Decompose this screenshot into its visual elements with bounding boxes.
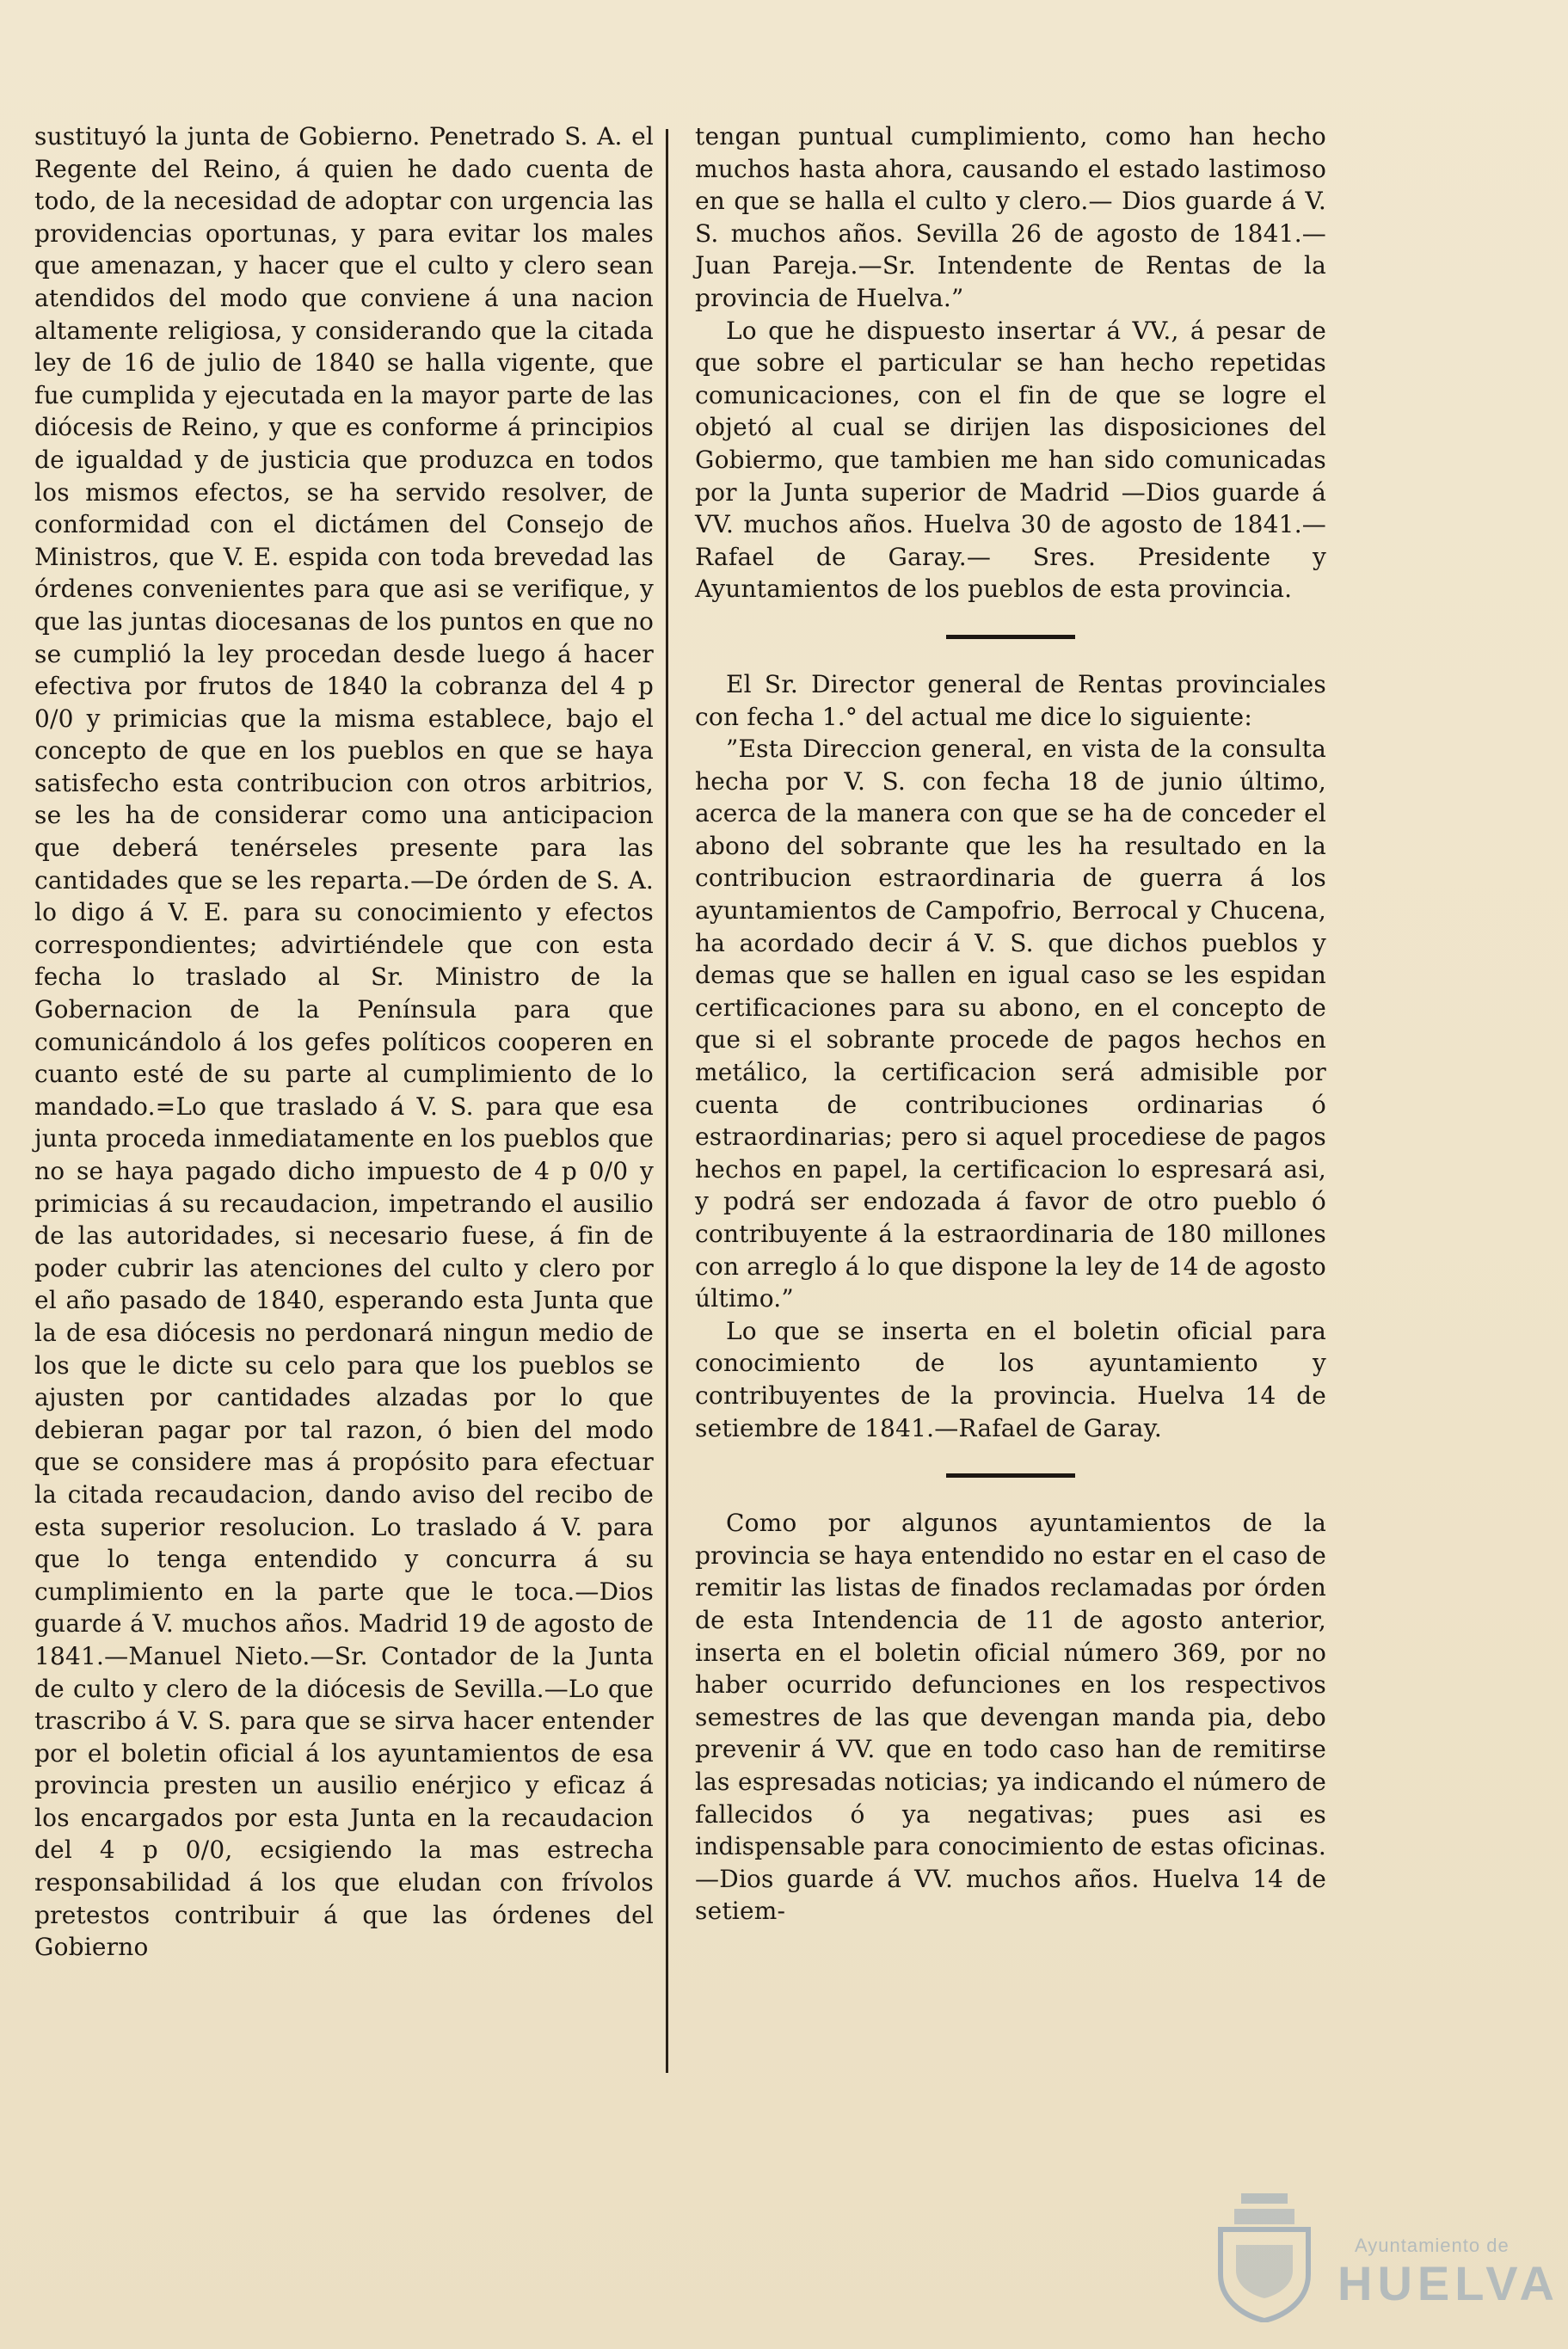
right-paragraph-continuation: tengan puntual cumplimiento, como han hecho muchos hasta ahora, causando el estado lastimoso en que se halla el culto y clero.— Dios guarde á V. S. muchos años. Sevilla 26 de agosto de 1841.—Juan Pareja.—Sr. Intendente de Rentas de la provincia de Huelva.” [695, 122, 1326, 312]
watermark-big-text: HUELVA [1337, 2256, 1559, 2310]
right-paragraph-insertion-notice: Lo que he dispuesto insertar á VV., á pesar de que sobre el particular se han hecho repetidas comunicaciones, con el fin de que se logre el objetó al cual se dirijen las disposiciones del Gobiermo, que tambien me han sido comunicadas por la Junta superior de Madrid —Dios guarde á VV. muchos años. Huelva 30 de agosto de 1841.—Rafael de Garay.— Sres. Presidente y Ayuntamientos de los pueblos de esta provincia. [695, 316, 1326, 604]
section-rule [946, 635, 1075, 639]
right-column [695, 120, 1326, 1928]
coat-of-arms-icon [1208, 2185, 1320, 2322]
column-divider [666, 129, 668, 2073]
right-paragraph-director-intro: El Sr. Director general de Rentas provinciales con fecha 1.° del actual me dice lo siguiente: [695, 669, 1326, 731]
left-column-paragraph: sustituyó la junta de Gobierno. Penetrado S. A. el Regente del Reino, á quien he dado cuenta de todo, de la necesidad de adoptar con urgencia las providencias oportunas, y para evitar los males que amenazan, y hacer que el culto y clero sean atendidos del modo que conviene á una nacion altamente religiosa, y considerando que la citada ley de 16 de julio de 1840 se halla vigente, que fue cumplida y ejecutada en la mayor parte de las diócesis de Reino, y que es conforme á principios de igualdad y de justicia que produzca en todos los mismos efectos, se ha servido resolver, de conformidad con el dictámen del Consejo de Ministros, que V. E. espida con toda brevedad las órdenes convenientes para que asi se verifique, y que las juntas diocesanas de los puntos en que no se cumplió la ley procedan desde luego á hacer efectiva por frutos de 1840 la cobranza del 4 p 0/0 y primicias que la misma establece, bajo el concepto de que en los pueblos en que se haya satisfecho esta contribucion con otros arbitrios, se les ha de considerar como una anticipacion que deberá tenérseles presente para las cantidades que se les reparta.—De órden de S. A. lo digo á V. E. para su conocimiento y efectos correspondientes; advirtiéndele que con esta fecha lo traslado al Sr. Ministro de la Gobernacion de la Península para que comunicándolo á los gefes políticos cooperen en cuanto esté de su parte al cumplimiento de lo mandado.=Lo que traslado á V. S. para que esa junta proceda inmediatamente en los pueblos que no se haya pagado dicho impuesto de 4 p 0/0 y primicias á su recaudacion, impetrando el ausilio de las autoridades, si necesario fuese, á fin de poder cubrir las atenciones del culto y clero por el año pasado de 1840, esperando esta Junta que la de esa diócesis no perdonará ningun medio de los que le dicte su celo para que los pueblos se ajusten por cantidades alzadas por lo que debieran pagar por tal razon, ó bien del modo que se considere mas á propósito para efectuar la citada recaudacion, dando aviso del recibo de esta superior resolucion. Lo traslado á V. para que lo tenga entendido y concurra á su cumplimiento en la parte que le toca.—Dios guarde á V. muchos años. Madrid 19 de agosto de 1841.—Manuel Nieto.—Sr. Contador de la Junta de culto y clero de la diócesis de Sevilla.—Lo que trascribo á V. S. para que se sirva hacer entender por el boletin oficial á los ayuntamientos de esa provincia presten un ausilio enérjico y eficaz á los encargados por esta Junta en la recaudacion del 4 p 0/0, ecsigiendo la mas estrecha responsabilidad á los que eludan con frívolos pretestos contribuir á que las órdenes del Gobierno [34, 122, 654, 1962]
right-paragraph-direction-quote: ”Esta Direccion general, en vista de la consulta hecha por V. S. con fecha 18 de junio último, acerca de la manera con que se ha de conceder el abono del sobrante que les ha resultado en la contribucion estraordinaria de guerra á los ayuntamientos de Campofrio, Berrocal y Chucena, ha acordado decir á V. S. que dichos pueblos y demas que se hallen en igual caso se les espidan certificaciones para su abono, en el concepto de que si el sobrante procede de pagos hechos en metálico, la certificacion será admisible por cuenta de contribuciones ordinarias ó estraordinarias; pero si aquel procediese de pagos hechos en papel, la certificacion lo espresará asi, y podrá ser endozada á favor de otro pueblo ó contribuyente á la estraordinaria de 180 millones con arreglo á lo que dispone la ley de 14 de agosto último.” [695, 735, 1326, 1313]
section-rule [946, 1473, 1075, 1478]
left-column [34, 120, 654, 1964]
right-paragraph-insertion-closing: Lo que se inserta en el boletin oficial para conocimiento de los ayuntamiento y contribuyentes de la provincia. Huelva 14 de setiembre de 1841.—Rafael de Garay. [695, 1316, 1326, 1442]
right-paragraph-finados-notice: Como por algunos ayuntamientos de la provincia se haya entendido no estar en el caso de remitir las listas de finados reclamadas por órden de esta Intendencia de 11 de agosto anterior, inserta en el boletin oficial número 369, por no haber ocurrido defunciones en los respectivos semestres de las que devengan manda pia, debo prevenir á VV. que en todo caso han de remitirse las espresadas noticias; ya indicando el número de fallecidos ó ya negativas; pues asi es indispensable para conocimiento de estas oficinas.—Dios guarde á VV. muchos años. Huelva 14 de setiem- [695, 1509, 1326, 1926]
ayuntamiento-watermark [1208, 2185, 1559, 2322]
watermark-small-text: Ayuntamiento de [1355, 2235, 1510, 2256]
